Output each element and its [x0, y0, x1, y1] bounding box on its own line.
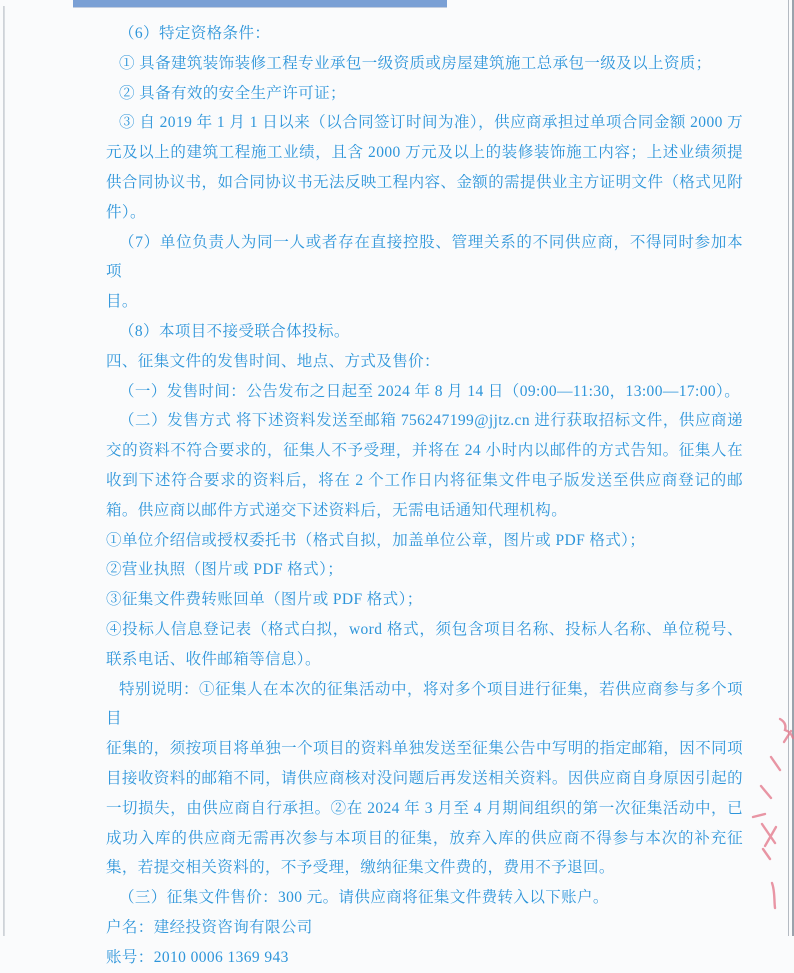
document-line: 箱。供应商以邮件方式递交下述资料后，无需电话通知代理机构。 [106, 501, 568, 519]
document-line: （8）本项目不接受联合体投标。 [119, 322, 350, 340]
document-line: 供合同协议书，如合同协议书无法反映工程内容、金额的需提供业主方证明文件（格式见附 [106, 173, 743, 191]
document-line: 元及以上的建筑工程施工业绩，且含 2000 万元及以上的装修装饰施工内容；上述业绩须提 [106, 144, 743, 162]
document-line: 交的资料不符合要求的，征集人不予受理，并将在 24 小时内以邮件的方式告知。征集人在 [106, 442, 743, 460]
document-line: 成功入库的供应商无需再次参与本项目的征集，放弃入库的供应商不得参与本次的补充征 [106, 829, 743, 847]
document-body [106, 19, 743, 973]
scan-top-edge-bar [73, 0, 447, 7]
document-line: （三）征集文件售价：300 元。请供应商将征集文件费转入以下账户。 [119, 889, 609, 907]
document-line: ④投标人信息登记表（格式白拟，word 格式，须包含项目名称、投标人名称、单位税号、 [106, 620, 743, 638]
document-line: 件）。 [106, 203, 146, 221]
scan-right-edge-line-inner [788, 0, 789, 936]
document-line: 四、征集文件的发售时间、地点、方式及售价： [106, 352, 440, 370]
document-line: 一切损失，由供应商自行承担。②在 2024 年 3 月至 4 月期间组织的第一次征集活动中，已 [106, 799, 743, 817]
document-line: （7）单位负责人为同一人或者存在直接控股、管理关系的不同供应商，不得同时参加本项 [106, 233, 743, 281]
document-line: 账号：2010 0006 1369 943 [106, 948, 289, 966]
document-line: （二）发售方式 将下述资料发送至邮箱 756247199@jjtz.cn 进行获取招标文件，供应商递 [119, 412, 743, 430]
document-line: 目接收资料的邮箱不同，请供应商核对没问题后再发送相关资料。因供应商自身原因引起的 [106, 769, 743, 787]
document-line: ①单位介绍信或授权委托书（格式自拟，加盖单位公章，图片或 PDF 格式）； [106, 531, 646, 549]
document-line: 户名：建经投资咨询有限公司 [106, 918, 313, 936]
document-line: 收到下述符合要求的资料后，将在 2 个工作日内将征集文件电子版发送至供应商登记的邮 [106, 471, 743, 489]
document-line: ②营业执照（图片或 PDF 格式）； [106, 561, 344, 579]
document-line: ② 具备有效的安全生产许可证； [119, 84, 346, 102]
document-line: 征集的，须按项目将单独一个项目的资料单独发送至征集公告中写明的指定邮箱，因不同项 [106, 740, 743, 758]
document-line: 目。 [106, 293, 138, 311]
document-line: ③征集文件费转账回单（图片或 PDF 格式）； [106, 591, 423, 609]
document-line: ① 具备建筑装饰装修工程专业承包一级资质或房屋建筑施工总承包一级及以上资质； [119, 54, 712, 72]
scan-left-edge-line [3, 6, 5, 936]
document-line: （6）特定资格条件： [119, 25, 271, 42]
document-line: 集，若提交相关资料的，不予受理，缴纳征集文件费的，费用不予退回。 [106, 859, 615, 877]
document-line: （一）发售时间：公告发布之日起至 2024 年 8 月 14 日（09:00—11:30，13:00—17:00）。 [119, 382, 741, 400]
document-line: ③ 自 2019 年 1 月 1 日以来（以合同签订时间为准），供应商承担过单项合同金额 2000 万 [119, 114, 743, 132]
document-line: 特别说明：①征集人在本次的征集活动中，将对多个项目进行征集，若供应商参与多个项目 [106, 680, 743, 728]
document-line: 联系电话、收件邮箱等信息）。 [106, 650, 321, 668]
